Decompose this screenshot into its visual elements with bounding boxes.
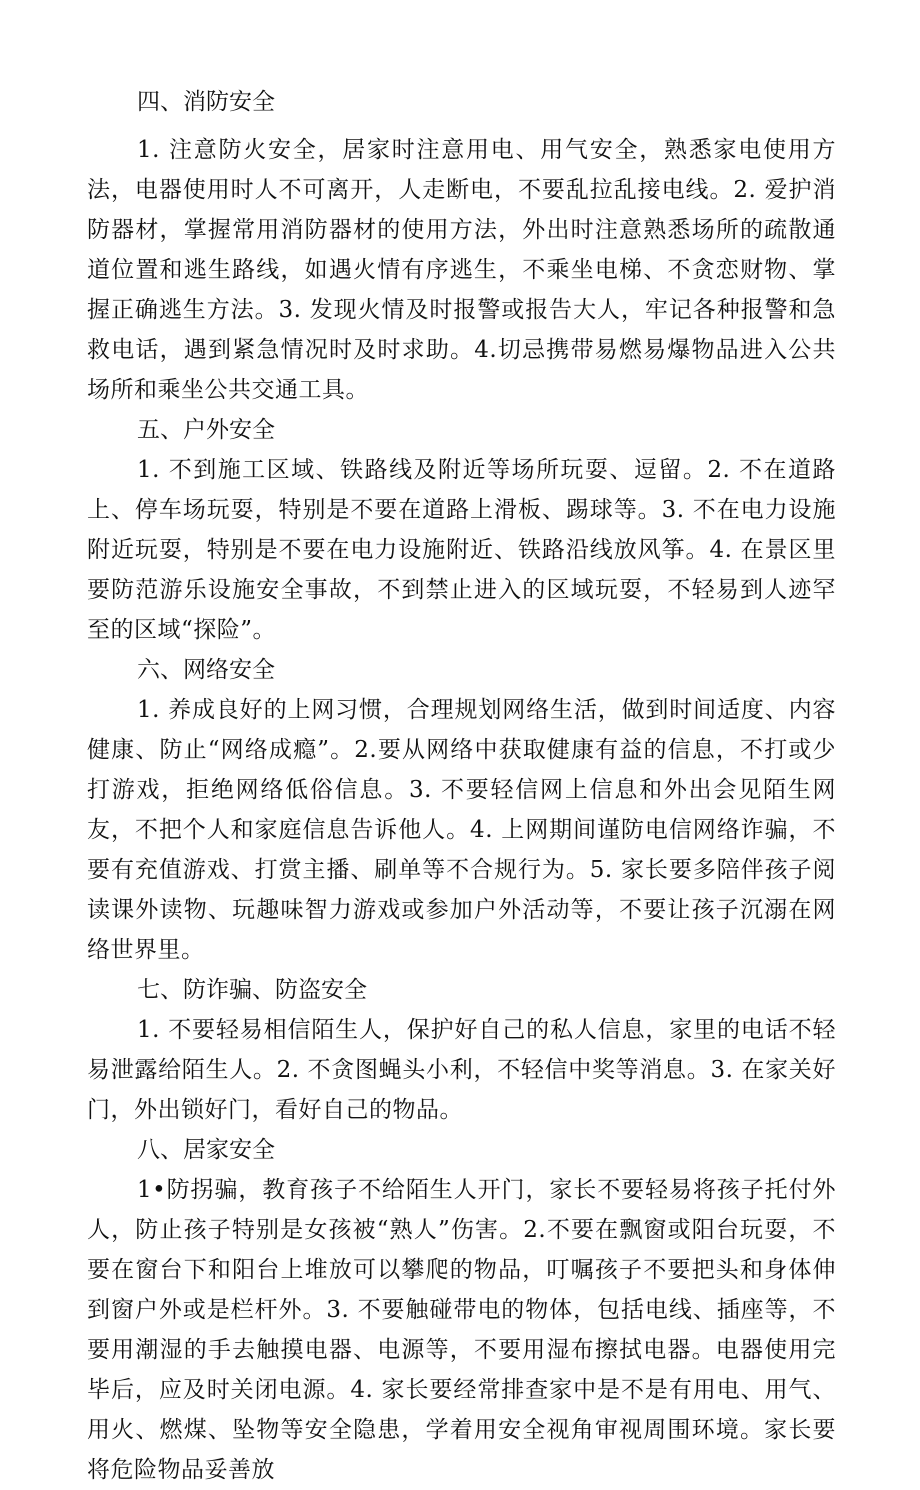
- section-paragraph: 1. 养成良好的上网习惯，合理规划网络生活，做到时间适度、内容健康、防止“网络成瘾”。2.要从网络中获取健康有益的信息，不打或少打游戏，拒绝网络低俗信息。3. 不要轻信网上信息和外出会见陌生网友，不把个人和家庭信息告诉他人。4. 上网期间谨防电信网络诈骗，不要有充值游戏、打赏主播、刷单等不合规行为。5. 家长要多陪伴孩子阅读课外读物、玩趣味智力游戏或参加户外活动等，不要让孩子沉溺在网络世界里。: [87, 697, 836, 963]
- section-heading: 八、居家安全: [137, 1137, 275, 1163]
- section-paragraph: 1. 不要轻易相信陌生人，保护好自己的私人信息，家里的电话不轻易泄露给陌生人。2. 不贪图蝇头小利，不轻信中奖等消息。3. 在家关好门，外出锁好门，看好自己的物品。: [87, 1017, 836, 1123]
- section-heading: 四、消防安全: [137, 89, 275, 115]
- section-paragraph: 1•防拐骗，教育孩子不给陌生人开门，家长不要轻易将孩子托付外人，防止孩子特别是女孩被“熟人”伤害。2.不要在飘窗或阳台玩耍，不要在窗台下和阳台上堆放可以攀爬的物品，叮嘱孩子不要把头和身体伸到窗户外或是栏杆外。3. 不要触碰带电的物体，包括电线、插座等，不要用潮湿的手去触摸电器、电源等，不要用湿布擦拭电器。电器使用完毕后，应及时关闭电源。4. 家长要经常排查家中是不是有用电、用气、用火、燃煤、坠物等安全隐患，学着用安全视角审视周围环境。家长要将危险物品妥善放: [87, 1177, 836, 1483]
- section-heading: 七、防诈骗、防盗安全: [137, 977, 367, 1003]
- section-home-safety: [87, 1130, 836, 1490]
- section-anti-fraud-safety: [87, 970, 836, 1130]
- section-heading: 六、网络安全: [137, 657, 275, 683]
- section-outdoor-safety: [87, 410, 836, 650]
- section-paragraph: 1. 不到施工区域、铁路线及附近等场所玩耍、逗留。2. 不在道路上、停车场玩耍，特别是不要在道路上滑板、踢球等。3. 不在电力设施附近玩耍，特别是不要在电力设施附近、铁路沿线放风筝。4. 在景区里要防范游乐设施安全事故，不到禁止进入的区域玩耍，不轻易到人迹罕至的区域“探险”。: [87, 457, 836, 643]
- section-heading: 五、户外安全: [137, 417, 275, 443]
- section-network-safety: [87, 650, 836, 970]
- section-paragraph: 1. 注意防火安全，居家时注意用电、用气安全，熟悉家电使用方法，电器使用时人不可离开，人走断电，不要乱拉乱接电线。2. 爱护消防器材，掌握常用消防器材的使用方法，外出时注意熟悉场所的疏散通道位置和逃生路线，如遇火情有序逃生，不乘坐电梯、不贪恋财物、掌握正确逃生方法。3. 发现火情及时报警或报告大人，牢记各种报警和急救电话，遇到紧急情况时及时求助。4.切忌携带易燃易爆物品进入公共场所和乘坐公共交通工具。: [87, 137, 836, 403]
- section-fire-safety: [87, 82, 836, 410]
